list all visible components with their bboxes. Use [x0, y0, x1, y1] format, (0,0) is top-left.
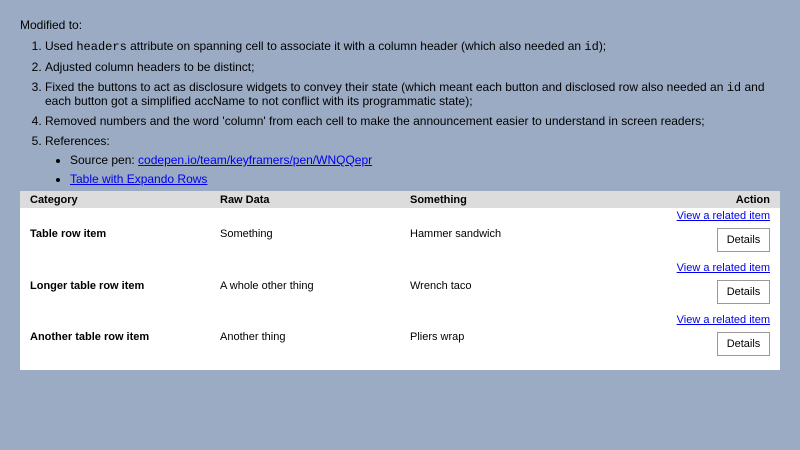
- source-pen-link[interactable]: codepen.io/team/keyframers/pen/WNQQepr: [138, 153, 373, 167]
- header-category: Category: [30, 193, 78, 206]
- cell-something: Wrench taco: [410, 280, 472, 292]
- details-button[interactable]: Details: [717, 332, 770, 356]
- table-row: [20, 312, 780, 370]
- related-item-link[interactable]: View a related item: [676, 210, 770, 222]
- references-list: [45, 154, 780, 186]
- changes-list: [20, 40, 780, 186]
- cell-something: Hammer sandwich: [410, 228, 502, 240]
- cell-raw-data: Another thing: [220, 331, 286, 343]
- expando-rows-link[interactable]: Table with Expando Rows: [70, 172, 208, 186]
- change-item-numbers: 4. Removed numbers and the word 'column' from each cell to make the announcement easier to understand in screen readers;: [45, 115, 780, 128]
- cell-raw-data: A whole other thing: [220, 280, 314, 292]
- table-row: [20, 260, 780, 312]
- table-header-row: [20, 191, 780, 208]
- reference-source: • Source pen: codepen.io/team/keyframers/pen/WNQQepr: [70, 154, 780, 167]
- data-table: [20, 191, 780, 370]
- related-item-link[interactable]: View a related item: [676, 314, 770, 326]
- table-row: [20, 208, 780, 260]
- code-id: id: [726, 81, 742, 95]
- change-item-headers: 1. Used headers attribute on spanning cell to associate it with a column header (which also needed an id);: [45, 40, 780, 54]
- change-item-buttons: 3. Fixed the buttons to act as disclosure widgets to convey their state (which meant each button and disclosed row also needed an id and each button got a simplified accName to not conflict with its programmatic state);: [45, 81, 780, 108]
- cell-action: [590, 208, 780, 260]
- cell-category: Table row item: [30, 228, 107, 240]
- reference-expando: [70, 173, 780, 186]
- change-item-column-headers: 2. Adjusted column headers to be distinct;: [45, 61, 780, 74]
- header-something: Something: [410, 193, 467, 206]
- related-item-link[interactable]: View a related item: [676, 262, 770, 274]
- code-id: id: [584, 40, 599, 54]
- change-item-references: 5. References: • Source pen: codepen.io/team/keyframers/pen/WNQQepr • Table with Expando Rows: [45, 135, 780, 186]
- cell-raw-data: Something: [220, 228, 273, 240]
- header-raw-data: Raw Data: [220, 193, 270, 206]
- intro-text: Modified to:: [20, 18, 83, 32]
- main-content: [20, 18, 780, 193]
- cell-category: Longer table row item: [30, 280, 145, 292]
- cell-action: [590, 312, 780, 370]
- cell-action: [590, 260, 780, 312]
- header-action: Action: [735, 193, 770, 206]
- cell-category: Another table row item: [30, 331, 150, 343]
- details-button[interactable]: Details: [717, 280, 770, 304]
- cell-something: Pliers wrap: [410, 331, 465, 343]
- details-button[interactable]: Details: [717, 228, 770, 252]
- code-headers: headers: [76, 40, 127, 54]
